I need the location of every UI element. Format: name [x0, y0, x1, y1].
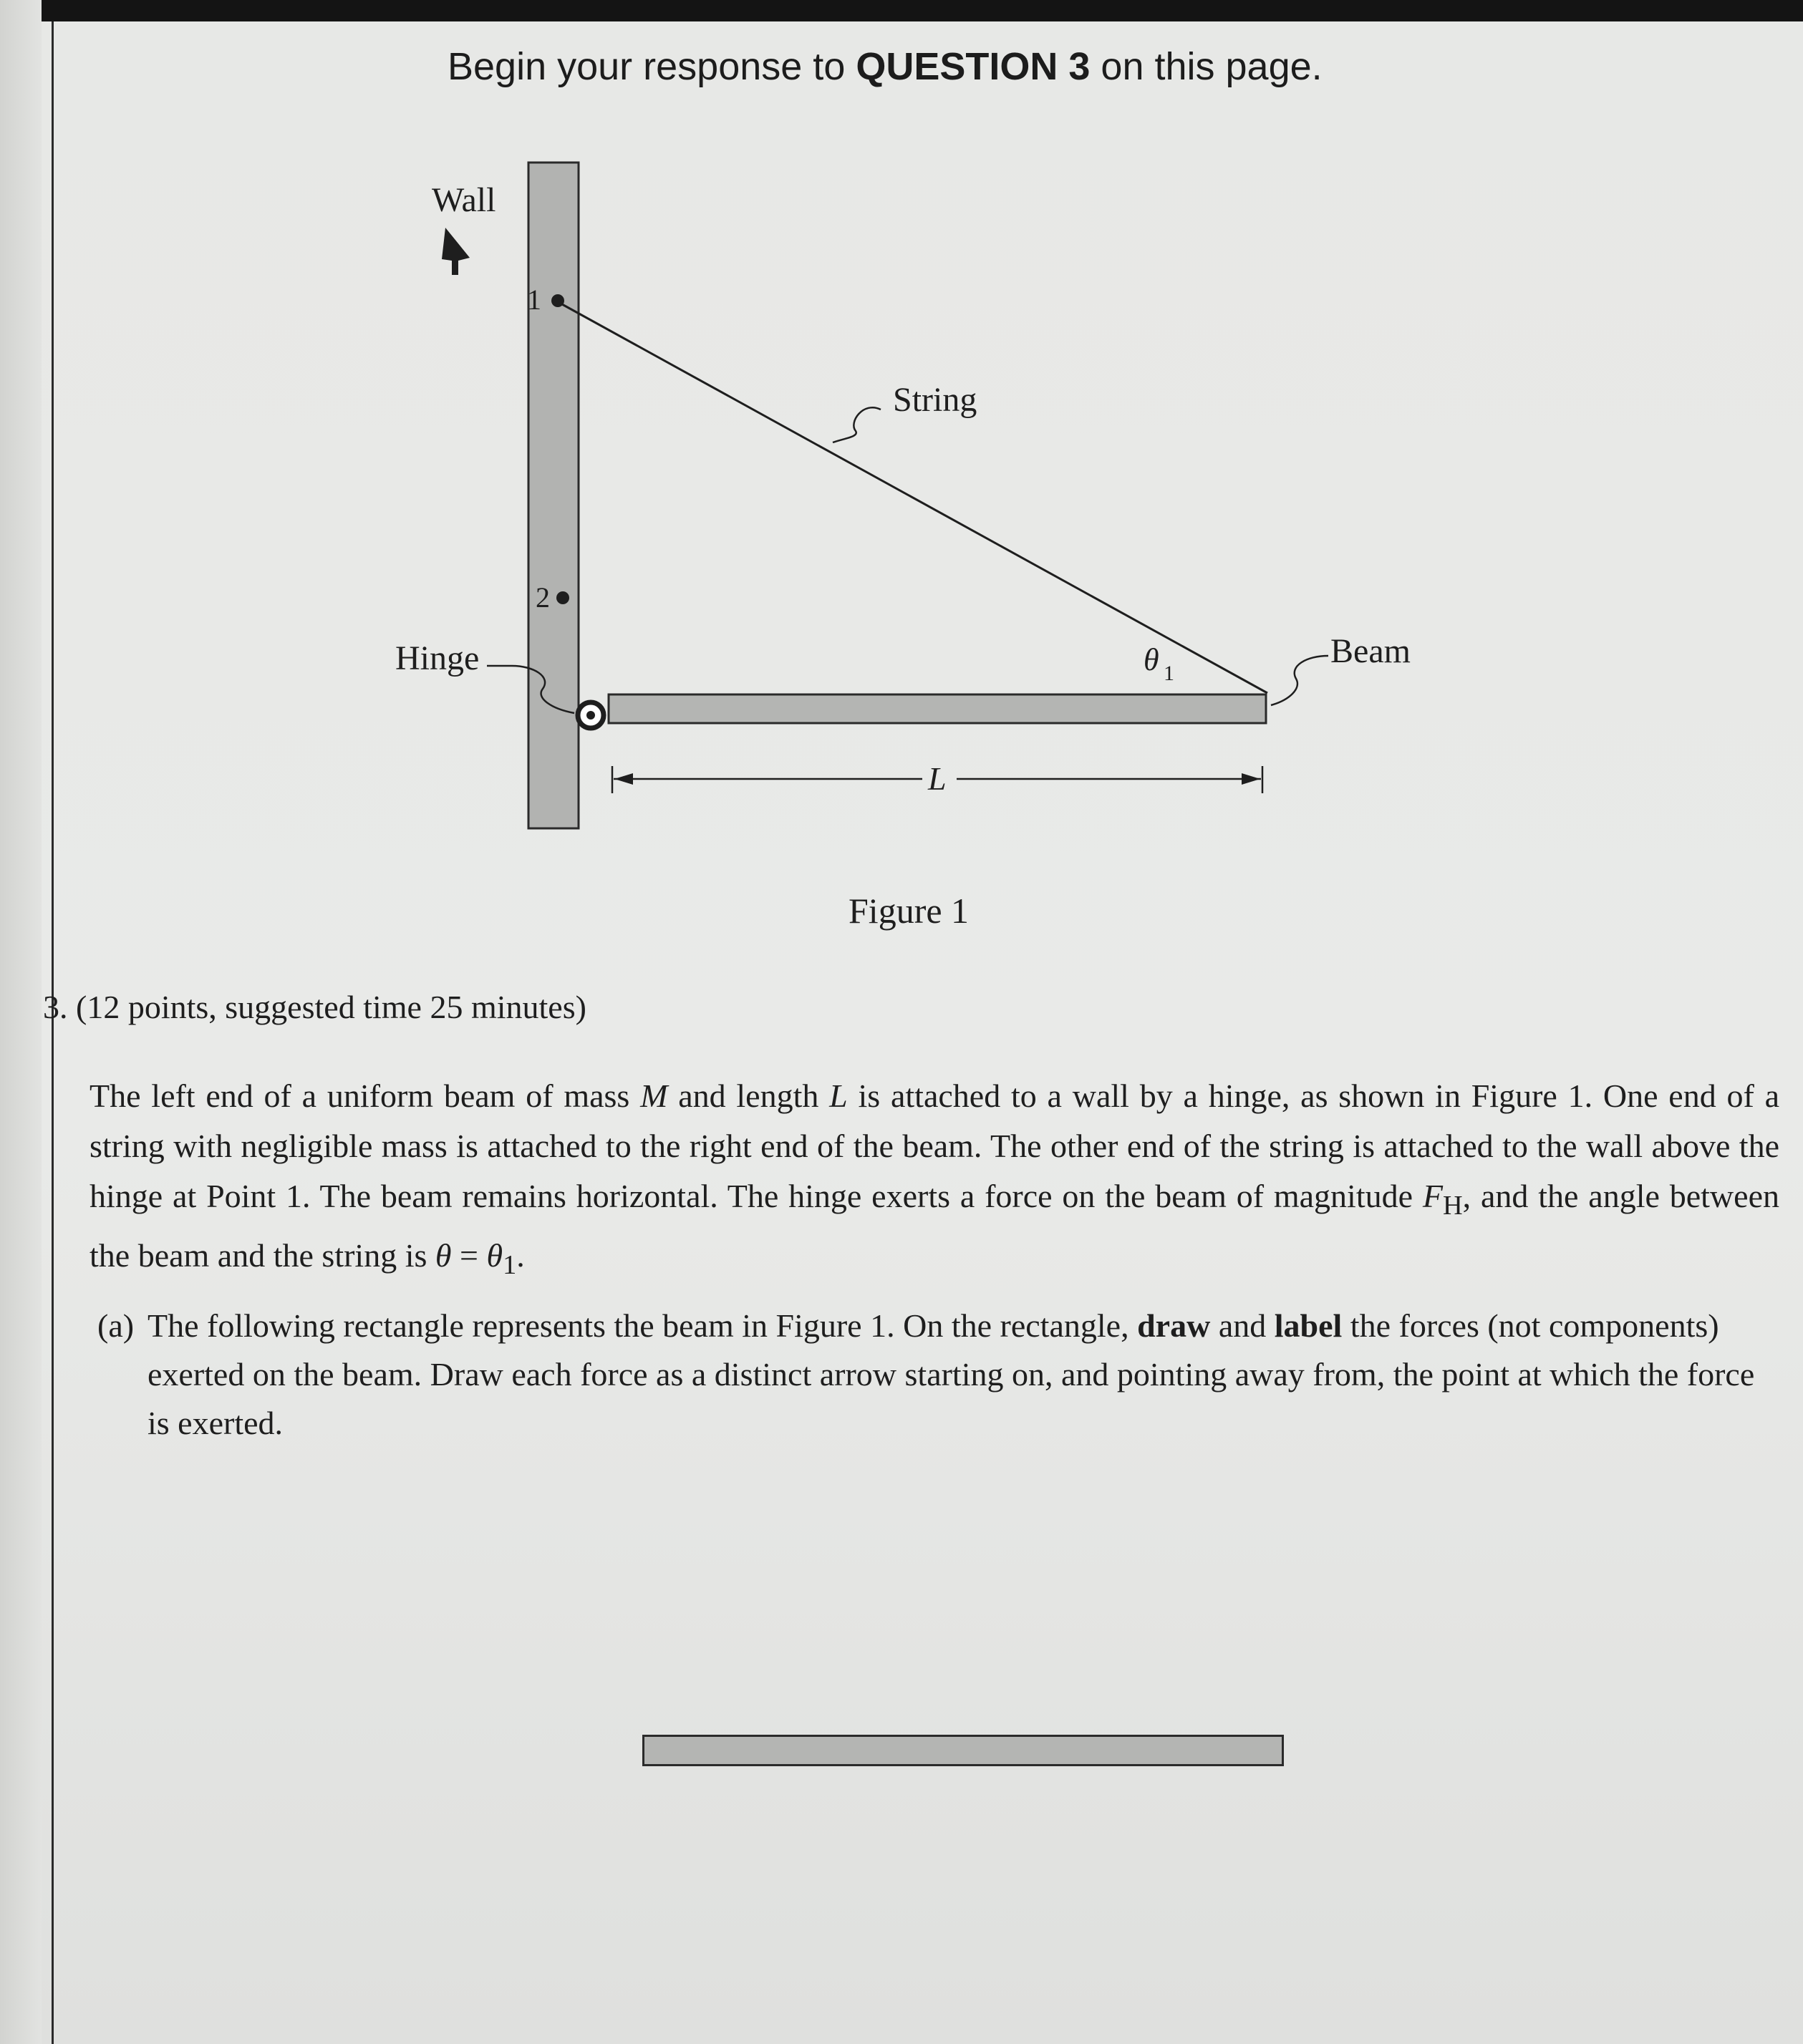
theta-symbol: θ: [435, 1237, 452, 1274]
string-label: String: [893, 381, 977, 419]
question-heading: 3. (12 points, suggested time 25 minutes): [43, 989, 586, 1025]
length-arrowhead-left: [614, 773, 633, 785]
para-text-1: The left end of a uniform beam of mass: [90, 1077, 641, 1114]
angle-theta: θ: [1144, 642, 1159, 677]
beam: [609, 694, 1266, 723]
length-dimension: [612, 760, 1262, 797]
wall-pointer-arrow-icon: [442, 228, 470, 275]
part-a-label: (a): [97, 1307, 135, 1344]
question-paragraph: [90, 1071, 1779, 1290]
theta-1-symbol: θ: [486, 1237, 503, 1274]
point-2-marker: [556, 591, 569, 604]
hinge-pin: [586, 711, 595, 720]
header-suffix: on this page.: [1090, 45, 1323, 88]
para-text-3: is attached to a wall by a hinge, as shown in Figure 1. One end of a string with negligible mass is attached to the right end of the beam. The other end of the string is attached to the wall above the hinge at Point 1. The beam remains horizontal. The hinge exerts a force on the beam of magnitude: [90, 1077, 1779, 1214]
string: [562, 304, 1267, 693]
hinge-force-symbol: F: [1422, 1178, 1443, 1214]
part-a-text-1: The following rectangle represents the beam in Figure 1. On the rectangle,: [148, 1307, 1138, 1344]
part-a-text-2: and: [1210, 1307, 1275, 1344]
equals-sign: =: [451, 1237, 487, 1274]
beam-label: Beam: [1330, 632, 1411, 670]
header-question-label: QUESTION 3: [856, 45, 1091, 88]
hinge-force-subscript: H: [1442, 1191, 1463, 1221]
hinge-label: Hinge: [395, 639, 480, 677]
point-2-label: 2: [536, 581, 550, 614]
point-1-label: 1: [527, 284, 541, 316]
part-a-draw: draw: [1137, 1307, 1211, 1344]
angle-theta-subscript: 1: [1164, 662, 1174, 685]
theta-1-subscript: 1: [503, 1250, 517, 1281]
part-a-text: [148, 1302, 1773, 1448]
para-text-5: .: [516, 1237, 525, 1274]
beam-leader: [1271, 656, 1328, 705]
wall-label: Wall: [432, 181, 496, 219]
string-leader: [833, 407, 881, 442]
length-symbol: L: [829, 1077, 848, 1114]
para-text-2: and length: [667, 1077, 830, 1114]
wall: [528, 163, 579, 828]
part-a-text-3: the forces (not components) exerted on the beam. Draw each force as a distinct arrow starting on, and pointing away from, the point at which the force is exerted.: [148, 1307, 1755, 1441]
header-prefix: Begin your response to: [448, 45, 856, 88]
mass-symbol: M: [640, 1077, 668, 1114]
part-a: [97, 1302, 1773, 1448]
length-arrowhead-right: [1242, 773, 1260, 785]
figure-caption: Figure 1: [849, 891, 970, 931]
part-a-label-word: label: [1274, 1307, 1343, 1344]
answer-beam-rectangle[interactable]: [642, 1735, 1284, 1766]
length-label: L: [928, 760, 947, 797]
para-text-4: , and the angle between the beam and the string is: [90, 1178, 1779, 1274]
